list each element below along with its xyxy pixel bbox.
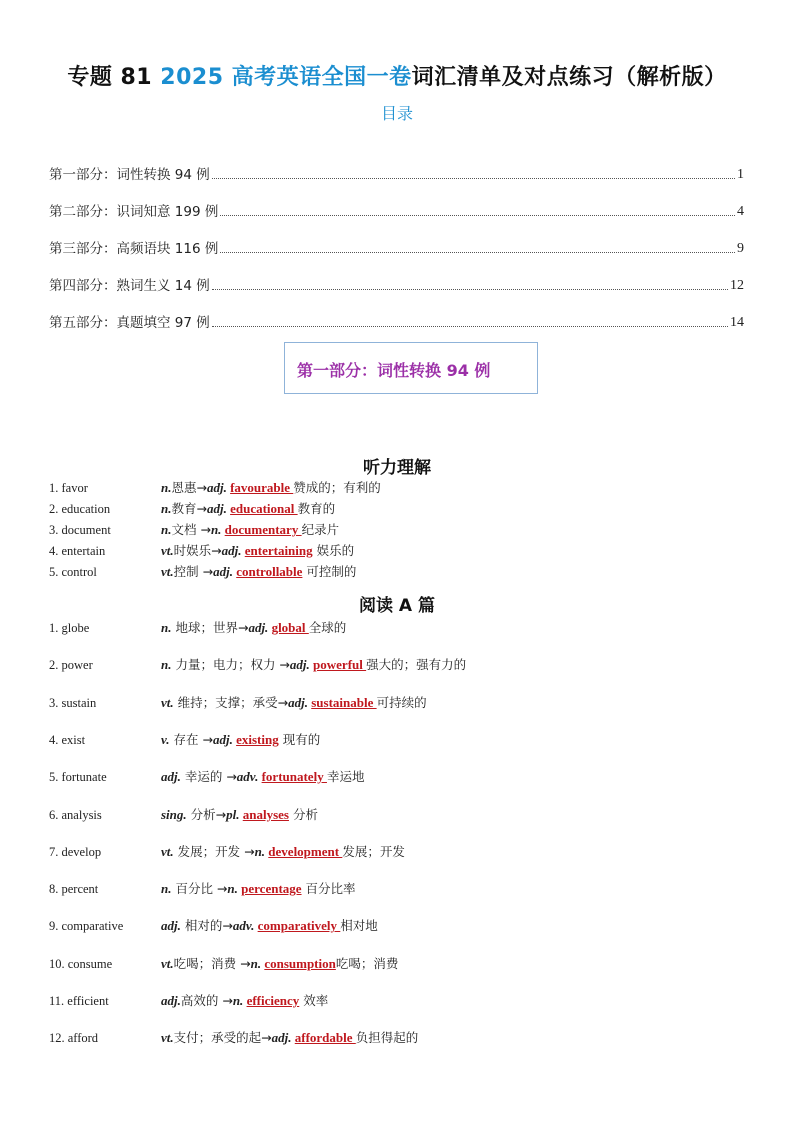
- toc-entry-label: 第四部分：熟词生义 14 例: [49, 278, 210, 294]
- part-of-speech: n.: [161, 480, 172, 495]
- vocab-entry: [49, 730, 320, 748]
- vocab-entry: [49, 842, 405, 860]
- part-of-speech: n.: [161, 657, 172, 673]
- definition: 幸运地: [326, 769, 365, 785]
- title-suffix: 词汇清单及对点练习（解析版）: [411, 65, 727, 90]
- definition: 娱乐的: [312, 543, 355, 558]
- vocab-entry: [49, 1028, 418, 1046]
- definition: 吃喝；消费: [335, 955, 399, 971]
- definition: 文档 →: [171, 522, 211, 537]
- answer-word: documentary: [224, 522, 302, 537]
- vocab-word: 10. consume: [49, 956, 113, 971]
- answer-word: sustainable: [311, 694, 377, 710]
- toc-leader-dots: [212, 288, 728, 290]
- vocab-entry: [49, 478, 381, 496]
- answer-word: development: [268, 843, 343, 859]
- vocab-entry: [49, 767, 364, 785]
- answer-word: comparatively: [257, 918, 341, 934]
- vocab-word: 12. afford: [49, 1031, 99, 1046]
- part-of-speech: adj.: [206, 480, 227, 495]
- part-of-speech: adj.: [221, 543, 242, 558]
- definition: 分析→: [186, 806, 227, 822]
- definition: 高效的 →: [180, 993, 233, 1008]
- answer-word: educational: [230, 501, 298, 516]
- part-of-speech: n.: [161, 522, 172, 537]
- toc-entry[interactable]: [49, 294, 744, 331]
- toc-entry-label: 第二部分：识词知意 199 例: [49, 204, 219, 220]
- answer-word: efficiency: [246, 993, 300, 1008]
- toc-entry-page: 14: [730, 315, 744, 330]
- definition: 维持；支撑；承受→: [173, 694, 289, 710]
- vocab-entry: [49, 520, 339, 538]
- definition: 幸运的 →: [180, 769, 237, 785]
- answer-word: controllable: [236, 564, 303, 579]
- part-of-speech: n.: [161, 620, 172, 635]
- definition: 发展；开发: [342, 843, 405, 859]
- vocab-entry: [49, 916, 378, 934]
- vocab-word: 8. percent: [49, 882, 99, 897]
- answer-word: global: [271, 620, 309, 635]
- part-of-speech: adj.: [213, 564, 233, 579]
- vocab-word: 5. fortunate: [49, 770, 107, 785]
- part-of-speech: vt.: [161, 564, 174, 579]
- definition: 赞成的；有利的: [293, 480, 381, 495]
- toc-leader-dots: [220, 251, 735, 253]
- vocab-entry: [49, 618, 346, 636]
- answer-word: entertaining: [244, 543, 313, 558]
- toc-entry-page: 4: [737, 204, 744, 219]
- section-title: 第一部分：词性转换 94 例: [297, 361, 491, 380]
- part-of-speech: adv.: [236, 769, 259, 785]
- definition: 支付；承受的起→: [173, 1030, 272, 1046]
- answer-word: powerful: [313, 657, 367, 673]
- toc-entry-label: 第五部分：真题填空 97 例: [49, 315, 210, 331]
- part-of-speech: adj.: [206, 501, 227, 516]
- vocab-entry: [49, 541, 354, 559]
- part-of-speech: adj.: [212, 731, 233, 747]
- part-of-speech: adj.: [248, 620, 269, 635]
- part-of-speech: n.: [161, 881, 172, 897]
- definition: 时娱乐→: [173, 543, 222, 558]
- definition: 相对地: [340, 918, 378, 934]
- vocab-word: 5. control: [49, 565, 97, 579]
- vocab-word: 3. document: [49, 523, 111, 537]
- answer-word: fortunately: [261, 769, 327, 785]
- toc-leader-dots: [212, 177, 735, 179]
- toc-entry[interactable]: [49, 183, 744, 220]
- answer-word: favourable: [230, 480, 294, 495]
- listening-heading: 听力理解: [363, 458, 431, 478]
- part-of-speech: n.: [161, 501, 172, 516]
- part-of-speech: adj.: [271, 1030, 292, 1046]
- toc-leader-dots: [220, 214, 735, 216]
- definition: 教育→: [171, 501, 207, 516]
- part-of-speech: n.: [227, 881, 238, 897]
- part-of-speech: adj.: [288, 694, 308, 710]
- title-prefix: 专题 81: [67, 65, 161, 90]
- toc-heading: 目录: [380, 104, 413, 123]
- answer-word: consumption: [264, 955, 336, 971]
- definition: 纪录片: [301, 522, 340, 537]
- definition: 全球的: [308, 620, 347, 635]
- title-highlight: 2025 高考英语全国一卷: [160, 65, 412, 90]
- part-of-speech: vt.: [161, 843, 174, 859]
- definition: 恩惠→: [171, 480, 207, 495]
- toc-entry[interactable]: [49, 220, 744, 257]
- definition: 吃喝；消费 →: [173, 955, 251, 971]
- vocab-word: 3. sustain: [49, 695, 97, 710]
- toc-entry-page: 12: [730, 278, 744, 293]
- toc-entry-label: 第一部分：词性转换 94 例: [49, 167, 210, 183]
- answer-word: existing: [236, 731, 279, 747]
- part-of-speech: vt.: [161, 543, 174, 558]
- part-of-speech: pl.: [226, 806, 240, 822]
- vocab-word: 11. efficient: [49, 994, 109, 1008]
- part-of-speech: n.: [254, 843, 266, 859]
- definition: 分析: [288, 806, 318, 822]
- definition: 教育的: [297, 501, 336, 516]
- definition: 效率: [299, 993, 329, 1008]
- toc-leader-dots: [212, 325, 728, 327]
- part-of-speech: n.: [210, 522, 222, 537]
- reading-a-heading: 阅读 A 篇: [359, 596, 435, 616]
- part-of-speech: adj.: [161, 993, 181, 1008]
- table-of-contents: [49, 146, 744, 331]
- definition: 可持续的: [376, 694, 427, 710]
- definition: 强大的；强有力的: [366, 657, 467, 673]
- vocab-word: 1. globe: [49, 621, 90, 635]
- toc-entry-page: 9: [737, 241, 744, 256]
- part-of-speech: vt.: [161, 1030, 174, 1046]
- vocab-word: 6. analysis: [49, 807, 102, 822]
- part-of-speech: adj.: [161, 769, 181, 785]
- definition: 百分比 →: [171, 881, 228, 897]
- vocab-entry: [49, 693, 427, 711]
- vocab-entry: [49, 499, 335, 517]
- vocab-word: 2. power: [49, 658, 93, 673]
- definition: 可控制的: [302, 564, 357, 579]
- definition: 控制 →: [173, 564, 214, 579]
- part-of-speech: adj.: [161, 918, 181, 934]
- definition: 百分比率: [301, 881, 356, 897]
- definition: 负担得起的: [355, 1030, 419, 1046]
- vocab-word: 1. favor: [49, 481, 88, 495]
- definition: 相对的→: [180, 918, 233, 934]
- definition: 力量；电力；权力 →: [171, 657, 290, 673]
- vocab-word: 9. comparative: [49, 919, 124, 934]
- toc-entry-label: 第三部分：高频语块 116 例: [49, 241, 219, 257]
- part-of-speech: vt.: [161, 955, 174, 971]
- vocab-word: 7. develop: [49, 844, 102, 859]
- part-of-speech: vt.: [161, 694, 174, 710]
- vocab-entry: [49, 954, 398, 972]
- toc-entry-page: 1: [737, 167, 744, 182]
- toc-entry[interactable]: [49, 257, 744, 294]
- vocab-entry: [49, 991, 328, 1009]
- part-of-speech: n.: [250, 955, 262, 971]
- vocab-entry: [49, 805, 318, 823]
- definition: 发展；开发 →: [173, 843, 255, 859]
- answer-word: analyses: [242, 806, 289, 822]
- vocab-word: 2. education: [49, 502, 111, 516]
- document-title: [0, 60, 794, 91]
- answer-word: affordable: [294, 1030, 356, 1046]
- definition: 存在 →: [169, 731, 213, 747]
- part-of-speech: sing.: [161, 806, 187, 822]
- part-of-speech: n.: [232, 993, 244, 1008]
- part-of-speech: adv.: [232, 918, 255, 934]
- part-of-speech: adj.: [289, 657, 310, 673]
- vocab-word: 4. exist: [49, 732, 86, 747]
- definition: 地球；世界→: [171, 620, 249, 635]
- vocab-entry: [49, 655, 466, 673]
- vocab-entry: [49, 562, 356, 580]
- vocab-entry: [49, 879, 356, 897]
- vocab-word: 4. entertain: [49, 544, 106, 558]
- definition: 现有的: [278, 731, 321, 747]
- section-title-box: [284, 342, 538, 394]
- answer-word: percentage: [241, 881, 302, 897]
- part-of-speech: v.: [161, 731, 170, 747]
- toc-entry[interactable]: [49, 146, 744, 183]
